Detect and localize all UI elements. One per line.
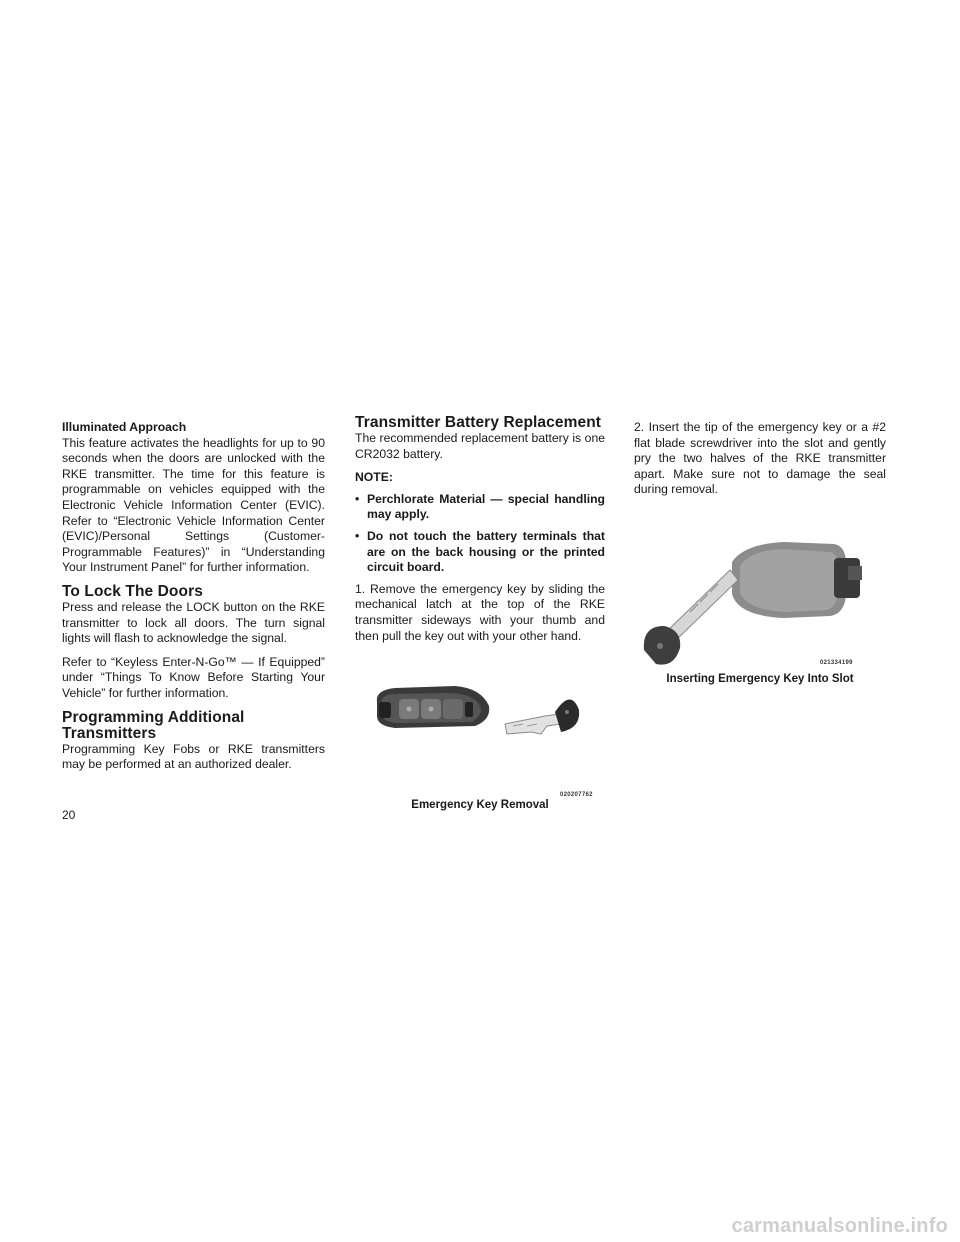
bullet-icon: • [355, 491, 360, 506]
figure-caption: Inserting Emergency Key Into Slot [666, 672, 854, 685]
note-bullet-text: Do not touch the battery terminals that are on the back housing or the printed circuit board. [367, 528, 605, 575]
figure-emergency-key-removal [355, 654, 605, 812]
column-left [62, 420, 325, 781]
note-bullet-text: Perchlorate Material — special handling may apply. [367, 491, 605, 522]
paragraph-step-2: 2. Insert the tip of the emergency key or a #2 flat blade screwdriver into the slot and gently pry the two halves of the RKE transmitter apart. Make sure not to damage the seal during removal. [634, 420, 886, 497]
paragraph-illuminated-approach: This feature activates the headlights for up to 90 seconds when the doors are unlocked with the RKE transmitter. The time for this feature is programmable on vehicles equipped with the Electronic Vehicle Information Center (EVIC). Refer to “Electronic Vehicle Information Center (EVIC)/Personal Settings (Customer-Programmable Features)” in “Understanding Your Instrument Panel” for further information. [62, 435, 325, 575]
paragraph-programming: Programming Key Fobs or RKE transmitters may be performed at an authorized dealer. [62, 741, 325, 772]
paragraph-battery: The recommended replacement battery is one CR2032 battery. [355, 431, 605, 461]
column-right [634, 420, 886, 692]
heading-programming-line1: Programming Additional [62, 708, 245, 726]
column-middle [355, 414, 605, 812]
note-bullet-list [355, 492, 605, 576]
figure-code: 021334199 [820, 659, 853, 666]
key-fob-with-key-illustration [355, 654, 605, 784]
paragraph-step-1: 1. Remove the emergency key by sliding the mechanical latch at the top of the RKE transmitter sideways with your thumb and then pull the key out with your other hand. [355, 581, 605, 643]
heading-lock-doors: To Lock The Doors [62, 582, 203, 600]
key-inserting-into-fob-illustration [634, 522, 886, 672]
heading-battery-replacement: Transmitter Battery Replacement [355, 414, 602, 431]
watermark: carmanualsonline.info [731, 1215, 948, 1237]
paragraph-lock-doors: Press and release the LOCK button on the RKE transmitter to lock all doors. The turn signal lights will flash to acknowledge the signal. [62, 599, 325, 646]
heading-programming-line2: Transmitters [62, 724, 157, 742]
paragraph-lock-doors-refer: Refer to “Keyless Enter-N-Go™ — If Equipped” under “Things To Know Before Starting Your Vehicle” for further information. [62, 654, 325, 700]
bullet-icon: • [355, 528, 360, 543]
subheading-illuminated-approach: Illuminated Approach [62, 420, 187, 434]
heading-programming-transmitters [62, 710, 325, 742]
figure-caption: Emergency Key Removal [411, 799, 549, 812]
note-bullet-item [355, 529, 605, 576]
note-label: NOTE: [355, 470, 393, 485]
figure-inserting-emergency-key [634, 522, 886, 692]
page-number: 20 [62, 808, 76, 822]
figure-code: 020207762 [560, 792, 593, 799]
note-bullet-item [355, 492, 605, 523]
